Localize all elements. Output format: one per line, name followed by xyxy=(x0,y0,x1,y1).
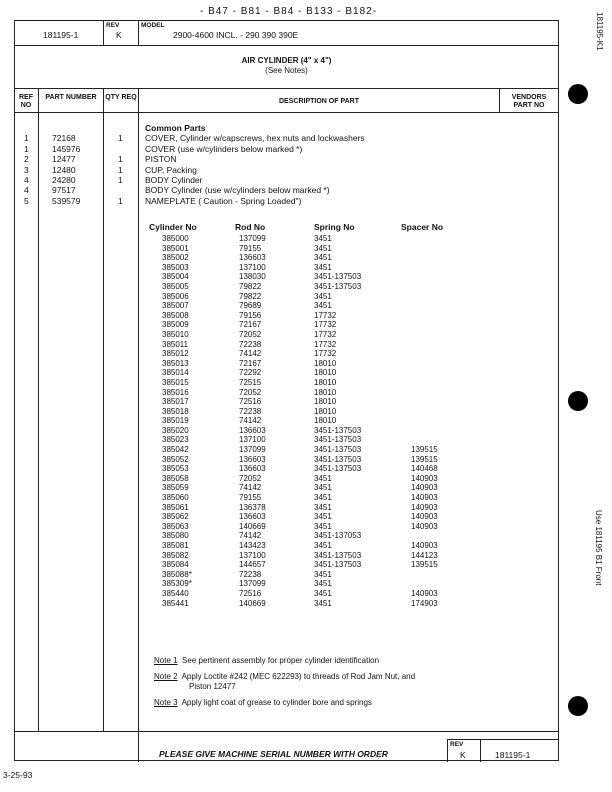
cylinder-no: 385011 xyxy=(162,339,189,349)
spring-no: 17732 xyxy=(314,320,337,330)
cylinder-no: 385003 xyxy=(162,262,189,272)
cylinder-row xyxy=(15,579,555,589)
rod-no: 137100 xyxy=(239,550,266,560)
cylinder-table xyxy=(15,223,555,608)
rod-no: 136603 xyxy=(239,512,266,522)
cylinder-row xyxy=(15,483,555,493)
cylinder-row xyxy=(15,244,555,254)
spring-no: 3451 xyxy=(314,253,332,263)
top-model-list: - B47 - B81 - B84 - B133 - B182- xyxy=(200,6,378,17)
part-number: 97517 xyxy=(52,185,76,196)
rod-no: 72238 xyxy=(239,569,262,579)
column-description: DESCRIPTION OF PART xyxy=(279,98,359,105)
cylinder-no: 385441 xyxy=(162,598,189,608)
cylinder-no: 385082 xyxy=(162,550,189,560)
cylinder-row xyxy=(15,551,555,561)
rod-no: 72292 xyxy=(239,368,262,378)
cylinder-row xyxy=(15,263,555,273)
rod-no: 136603 xyxy=(239,253,266,263)
spring-no: 3451 xyxy=(314,569,332,579)
common-parts-list xyxy=(15,123,555,206)
cylinder-row xyxy=(15,292,555,302)
side-reference-top: 181195-K1 xyxy=(595,12,604,51)
cylinder-row xyxy=(15,253,555,263)
revision-date: 3-25-93 xyxy=(3,770,33,780)
assembly-title: AIR CYLINDER (4" x 4") xyxy=(241,56,332,65)
cylinder-row xyxy=(15,330,555,340)
spring-no: 17732 xyxy=(314,329,337,339)
cylinder-row xyxy=(15,272,555,282)
cylinder-row xyxy=(15,397,555,407)
cylinder-no: 385006 xyxy=(162,291,189,301)
cylinder-row xyxy=(15,359,555,369)
footer-part-number: 181195-1 xyxy=(495,750,531,760)
cylinder-no: 385059 xyxy=(162,483,189,493)
part-number: 12477 xyxy=(52,154,76,165)
cylinder-row xyxy=(15,599,555,609)
spring-no: 3451 xyxy=(314,579,332,589)
spring-no: 3451-137503 xyxy=(314,445,362,455)
cylinder-row xyxy=(15,282,555,292)
cylinder-row xyxy=(15,368,555,378)
cylinder-no: 385010 xyxy=(162,329,189,339)
spacer-no: 140903 xyxy=(411,588,438,598)
spring-no: 18010 xyxy=(314,387,337,397)
binder-hole-3 xyxy=(568,696,588,716)
rod-no: 72238 xyxy=(239,406,262,416)
cylinder-no: 385042 xyxy=(162,445,189,455)
cylinder-row xyxy=(15,311,555,321)
cylinder-row xyxy=(15,531,555,541)
spring-no: 3451-137053 xyxy=(314,531,362,541)
cylinder-no: 385062 xyxy=(162,512,189,522)
spring-no: 3451-137503 xyxy=(314,464,362,474)
cylinder-no: 385014 xyxy=(162,368,189,378)
spacer-no: 140903 xyxy=(411,541,438,550)
rod-no: 79155 xyxy=(239,243,262,253)
rod-no: 79822 xyxy=(239,281,262,291)
side-reference-middle: Use 181195 B1 Front xyxy=(594,510,603,586)
part-row xyxy=(15,154,555,164)
cylinder-no: 385004 xyxy=(162,272,189,282)
cylinder-no: 385063 xyxy=(162,521,189,531)
cylinder-no: 385080 xyxy=(162,531,189,541)
part-row xyxy=(15,144,555,154)
cylinder-no: 385017 xyxy=(162,397,189,407)
rod-no: 72515 xyxy=(239,377,262,387)
rod-no: 72167 xyxy=(239,358,262,368)
rod-no: 143423 xyxy=(239,541,266,550)
part-description: PISTON xyxy=(145,154,177,165)
rod-no: 137099 xyxy=(239,579,266,589)
spring-no: 3451-137503 xyxy=(314,435,362,445)
spacer-no: 140903 xyxy=(411,521,438,531)
cylinder-row xyxy=(15,320,555,330)
cylinder-no: 385309* xyxy=(162,579,192,589)
rod-no: 144657 xyxy=(239,560,266,570)
assembly-subtitle: (See Notes) xyxy=(265,66,308,75)
part-ref: 2 xyxy=(24,154,29,165)
cylinder-no: 385019 xyxy=(162,416,189,426)
serial-number-message: PLEASE GIVE MACHINE SERIAL NUMBER WITH ORDER xyxy=(159,749,388,759)
cylinder-row xyxy=(15,445,555,455)
spacer-no: 139515 xyxy=(411,454,438,464)
cylinder-no: 385061 xyxy=(162,502,189,512)
part-number: 12480 xyxy=(52,164,76,175)
cylinder-row xyxy=(15,589,555,599)
cylinder-no: 385052 xyxy=(162,454,189,464)
part-number: 24280 xyxy=(52,174,76,185)
cylinder-no: 385012 xyxy=(162,349,189,359)
cylinder-no: 385002 xyxy=(162,253,189,263)
spacer-no: 140903 xyxy=(411,512,438,522)
rod-no: 137099 xyxy=(239,445,266,455)
cylinder-no: 385058 xyxy=(162,473,189,483)
cylinder-no: 385053 xyxy=(162,464,189,474)
spring-no: 3451 xyxy=(314,512,332,522)
rod-no: 136603 xyxy=(239,425,266,435)
rod-no: 72238 xyxy=(239,339,262,349)
cyl-header-spring: Spring No xyxy=(314,222,355,232)
cylinder-row xyxy=(15,426,555,436)
part-number: 539579 xyxy=(52,195,81,206)
rod-no: 137100 xyxy=(239,435,266,445)
spring-no: 3451 xyxy=(314,243,332,253)
cylinder-row xyxy=(15,493,555,503)
spring-no: 17732 xyxy=(314,310,337,320)
rod-no: 79156 xyxy=(239,310,262,320)
rod-no: 79155 xyxy=(239,493,262,503)
cyl-header-spacer: Spacer No xyxy=(401,222,444,232)
cylinder-no: 385018 xyxy=(162,406,189,416)
part-qty: 1 xyxy=(118,195,123,206)
part-ref: 1 xyxy=(24,143,29,154)
cylinder-no: 385007 xyxy=(162,301,189,311)
cylinder-row xyxy=(15,340,555,350)
part-ref: 3 xyxy=(24,164,29,175)
part-row xyxy=(15,165,555,175)
part-description: BODY Cylinder (use w/cylinders below marked *) xyxy=(145,185,330,196)
spring-no: 18010 xyxy=(314,377,337,387)
part-qty: 1 xyxy=(118,164,123,175)
part-qty: 1 xyxy=(118,174,123,185)
cylinder-row xyxy=(15,503,555,513)
rod-no: 140669 xyxy=(239,598,266,608)
spring-no: 3451 xyxy=(314,262,332,272)
part-number: 72168 xyxy=(52,133,76,144)
footer-rev-label: REV xyxy=(450,741,464,748)
cylinder-no: 385060 xyxy=(162,493,189,503)
column-ref: REF NO xyxy=(19,94,33,109)
part-description: COVER, Cylinder w/capscrews, hex nuts and lockwashers xyxy=(145,133,365,144)
spring-no: 18010 xyxy=(314,368,337,378)
spring-no: 3451-137503 xyxy=(314,281,362,291)
cylinder-row xyxy=(15,570,555,580)
cylinder-row xyxy=(15,407,555,417)
spacer-no: 139515 xyxy=(411,560,438,570)
spacer-no: 140468 xyxy=(411,464,438,474)
note-3: Note 3 Apply light coat of grease to cylinder bore and springs xyxy=(154,698,372,707)
cylinder-no: 385001 xyxy=(162,243,189,253)
part-row xyxy=(15,175,555,185)
cylinder-row xyxy=(15,388,555,398)
part-row xyxy=(15,185,555,195)
spring-no: 18010 xyxy=(314,397,337,407)
rod-no: 140669 xyxy=(239,521,266,531)
rod-no: 136378 xyxy=(239,502,266,512)
cylinder-row xyxy=(15,455,555,465)
spring-no: 3451 xyxy=(314,541,332,550)
cylinder-no: 385005 xyxy=(162,281,189,291)
spring-no: 3451 xyxy=(314,301,332,311)
rod-no: 74142 xyxy=(239,349,262,359)
cylinder-no: 385081 xyxy=(162,541,189,550)
cylinder-row xyxy=(15,512,555,522)
rod-no: 72052 xyxy=(239,473,262,483)
parts-list-frame xyxy=(14,20,559,761)
rod-no: 72052 xyxy=(239,387,262,397)
spring-no: 17732 xyxy=(314,349,337,359)
rod-no: 136603 xyxy=(239,464,266,474)
spring-no: 18010 xyxy=(314,416,337,426)
cylinder-row xyxy=(15,416,555,426)
spring-no: 3451 xyxy=(314,473,332,483)
part-description: NAMEPLATE ( Caution - Spring Loaded") xyxy=(145,195,302,206)
spring-no: 18010 xyxy=(314,358,337,368)
rod-no: 74142 xyxy=(239,416,262,426)
cylinder-row xyxy=(15,435,555,445)
header-model-label: MODEL xyxy=(141,22,165,29)
cylinder-no: 385440 xyxy=(162,588,189,598)
cylinder-no: 385015 xyxy=(162,377,189,387)
header-model: 2900-4600 INCL. - 290 390 390E xyxy=(173,30,299,40)
column-qty: QTY REQ xyxy=(105,94,137,101)
part-qty: 1 xyxy=(118,133,123,144)
note-2-cont: Piston 12477 xyxy=(189,682,236,691)
spacer-no: 174903 xyxy=(411,598,438,608)
spacer-no: 140903 xyxy=(411,483,438,493)
spring-no: 3451-137503 xyxy=(314,272,362,282)
spring-no: 3451 xyxy=(314,598,332,608)
cylinder-row xyxy=(15,464,555,474)
rod-no: 136603 xyxy=(239,454,266,464)
rod-no: 74142 xyxy=(239,483,262,493)
header-rev-label: REV xyxy=(106,22,120,29)
spring-no: 3451 xyxy=(314,234,332,243)
cylinder-no: 385020 xyxy=(162,425,189,435)
part-row xyxy=(15,133,555,143)
part-description: BODY Cylinder xyxy=(145,174,203,185)
section-title: Common Parts xyxy=(145,123,206,133)
part-ref: 4 xyxy=(24,185,29,196)
rod-no: 137099 xyxy=(239,234,266,243)
rod-no: 137100 xyxy=(239,262,266,272)
cyl-header-cylinder: Cylinder No xyxy=(149,222,197,232)
cylinder-no: 385016 xyxy=(162,387,189,397)
spacer-no: 140903 xyxy=(411,493,438,503)
header-part-number: 181195-1 xyxy=(43,30,79,40)
cyl-header-rod: Rod No xyxy=(235,222,266,232)
part-ref: 4 xyxy=(24,174,29,185)
column-part-number: PART NUMBER xyxy=(45,94,97,101)
rod-no: 79689 xyxy=(239,301,262,311)
cylinder-no: 385000 xyxy=(162,234,189,243)
header-rev: K xyxy=(116,30,122,40)
note-2: Note 2 Apply Loctite #242 (MEC 622293) to threads of Rod Jam Nut, and xyxy=(154,672,416,681)
cylinder-no: 385013 xyxy=(162,358,189,368)
rod-no: 72052 xyxy=(239,329,262,339)
cylinder-row xyxy=(15,301,555,311)
cylinder-no: 385023 xyxy=(162,435,189,445)
part-description: CUP, Packing xyxy=(145,164,197,175)
rod-no: 72516 xyxy=(239,588,262,598)
rod-no: 74142 xyxy=(239,531,262,541)
spring-no: 3451 xyxy=(314,291,332,301)
spacer-no: 140903 xyxy=(411,473,438,483)
spring-no: 17732 xyxy=(314,339,337,349)
part-row xyxy=(15,196,555,206)
spring-no: 18010 xyxy=(314,406,337,416)
cylinder-row xyxy=(15,378,555,388)
cylinder-row xyxy=(15,234,555,244)
binder-hole-2 xyxy=(568,391,588,411)
spring-no: 3451-137503 xyxy=(314,560,362,570)
spring-no: 3451 xyxy=(314,483,332,493)
rod-no: 72516 xyxy=(239,397,262,407)
part-qty: 1 xyxy=(118,154,123,165)
spring-no: 3451-137503 xyxy=(314,454,362,464)
part-description: COVER (use w/cylinders below marked *) xyxy=(145,143,303,154)
rod-no: 138030 xyxy=(239,272,266,282)
spring-no: 3451 xyxy=(314,588,332,598)
spring-no: 3451 xyxy=(314,502,332,512)
cylinder-row xyxy=(15,522,555,532)
spacer-no: 139515 xyxy=(411,445,438,455)
spring-no: 3451 xyxy=(314,493,332,503)
footer-rev: K xyxy=(460,750,466,760)
spring-no: 3451 xyxy=(314,521,332,531)
cylinder-no: 385084 xyxy=(162,560,189,570)
cylinder-row xyxy=(15,541,555,551)
part-number: 145976 xyxy=(52,143,81,154)
cylinder-row xyxy=(15,349,555,359)
part-ref: 1 xyxy=(24,133,29,144)
cylinder-no: 385008 xyxy=(162,310,189,320)
spring-no: 3451-137503 xyxy=(314,550,362,560)
column-vendor-part: VENDORS PART NO xyxy=(511,94,547,109)
part-ref: 5 xyxy=(24,195,29,206)
binder-hole-1 xyxy=(568,84,588,104)
spring-no: 3451-137503 xyxy=(314,425,362,435)
rod-no: 72167 xyxy=(239,320,262,330)
cylinder-no: 385088* xyxy=(162,569,192,579)
note-1: Note 1 See pertinent assembly for proper cylinder identification xyxy=(154,656,380,665)
cylinder-row xyxy=(15,474,555,484)
spacer-no: 140903 xyxy=(411,502,438,512)
cylinder-row xyxy=(15,560,555,570)
cylinder-no: 385009 xyxy=(162,320,189,330)
spacer-no: 144123 xyxy=(411,550,438,560)
rod-no: 79822 xyxy=(239,291,262,301)
